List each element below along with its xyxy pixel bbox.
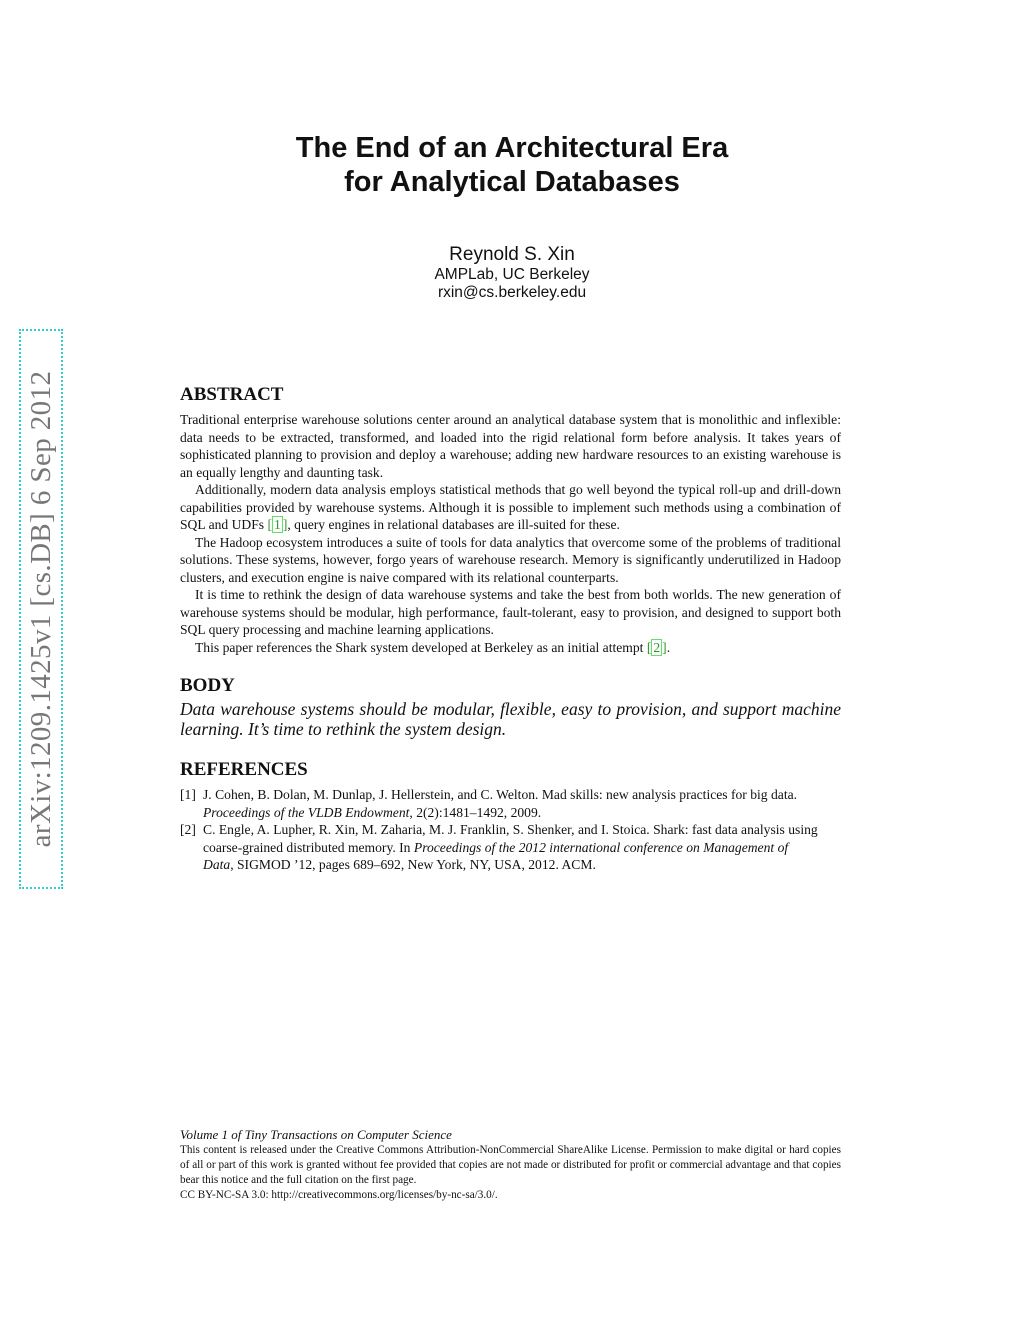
title-line-2: for Analytical Databases [344,166,680,198]
abstract-paragraph [180,481,841,534]
license-text: This content is released under the Creative Commons Attribution-NonCommercial ShareAlike License. Permission to make digital or hard copies of all or part of this work is granted without fee provided that copies are not made or distributed for profit or commercial advantage and that copies bear this notice and the full citation on the first page. [180,1144,841,1186]
volume-note: Volume 1 of Tiny Transactions on Computer Science [180,1127,452,1142]
citation-number: 2 [653,639,661,655]
paper-title [0,131,1024,199]
license-footer [180,1127,841,1203]
reference-body [203,786,819,821]
abstract-paragraph [180,639,841,657]
citation-link[interactable]: [ 2 ] [646,639,667,655]
reference-venue: Proceedings of the 2012 international conference on Management of Data [203,839,789,872]
body-heading: BODY [180,675,235,696]
text-span: This paper references the Shark system developed at Berkeley as an initial attempt [195,639,647,655]
reference-number: [1] [180,787,196,802]
abstract-section [180,383,841,656]
author-email[interactable]: rxin@cs.berkeley.edu [437,284,587,301]
reference-item [180,821,841,874]
reference-authors: C. Engle, A. Lupher, R. Xin, M. Zaharia, M. J. Franklin, S. Shenker, and I. Stoica. Shark: fast data analysis using coarse-grained distributed memory. In [203,822,818,855]
main-content [180,383,841,874]
author-affiliation: AMPLab, UC Berkeley [434,266,590,283]
reference-item [180,786,841,821]
text-span: Additionally, modern data analysis employs statistical methods that go well beyond the typical roll-up and drill-down capabilities provided by warehouse systems. Although it is possible to implement such methods using a combination of SQL and UDFs [180,482,841,532]
text-span: , query engines in relational databases are ill-suited for these. [287,517,620,532]
reference-venue: Proceedings of the VLDB Endowment [203,804,410,820]
citation-number: 1 [274,517,281,532]
abstract-paragraph: Traditional enterprise warehouse solutions center around an analytical database system that is monolithic and inflexible: data needs to be extracted, transformed, and loaded into the rigid relational form before analysis. It takes years of sophisticated planning to provision and deploy a warehouse; adding new hardware resources to an existing warehouse is an equally lengthy and daunting task. [180,412,841,480]
title-line-1: The End of an Architectural Era [295,132,729,164]
reference-tail: , SIGMOD ’12, pages 689–692, New York, NY, USA, 2012. ACM. [230,857,596,872]
reference-body [203,821,819,874]
abstract-paragraph: The Hadoop ecosystem introduces a suite of tools for data analytics that overcome some of the problems of traditional solutions. These systems, however, forgo years of warehouse research. Memory is significantly underutilized in Hadoop clusters, and execution engine is naive compared with its relational counterparts. [180,534,841,585]
citation-link[interactable]: [ 1 ] [267,517,288,532]
abstract-paragraph: It is time to rethink the design of data warehouse systems and take the best from both worlds. The new generation of warehouse systems should be modular, high performance, fault-tolerant, easy to provision, and designed to support both SQL query processing and machine learning applications. [180,587,841,637]
reference-tail: , 2(2):1481–1492, 2009. [409,804,542,820]
references-section [180,758,841,874]
body-section [180,674,841,739]
arxiv-stamp[interactable]: arXiv:1209.1425v1 [cs.DB] 6 Sep 2012 [19,329,63,889]
reference-authors: J. Cohen, B. Dolan, M. Dunlap, J. Hellerstein, and C. Welton. Mad skills: new analysis practices for big data. [203,787,798,802]
author-block [0,244,1024,302]
references-heading: REFERENCES [180,759,308,780]
text-span: . [666,639,671,655]
author-name: Reynold S. Xin [449,244,575,265]
abstract-heading: ABSTRACT [180,384,284,405]
reference-number: [2] [180,822,196,837]
body-text: Data warehouse systems should be modular, flexible, easy to provision, and support machine learning. It’s time to rethink the system design. [180,699,841,739]
cc-license-link[interactable]: CC BY-NC-SA 3.0: http://creativecommons.org/licenses/by-nc-sa/3.0/. [180,1189,498,1201]
